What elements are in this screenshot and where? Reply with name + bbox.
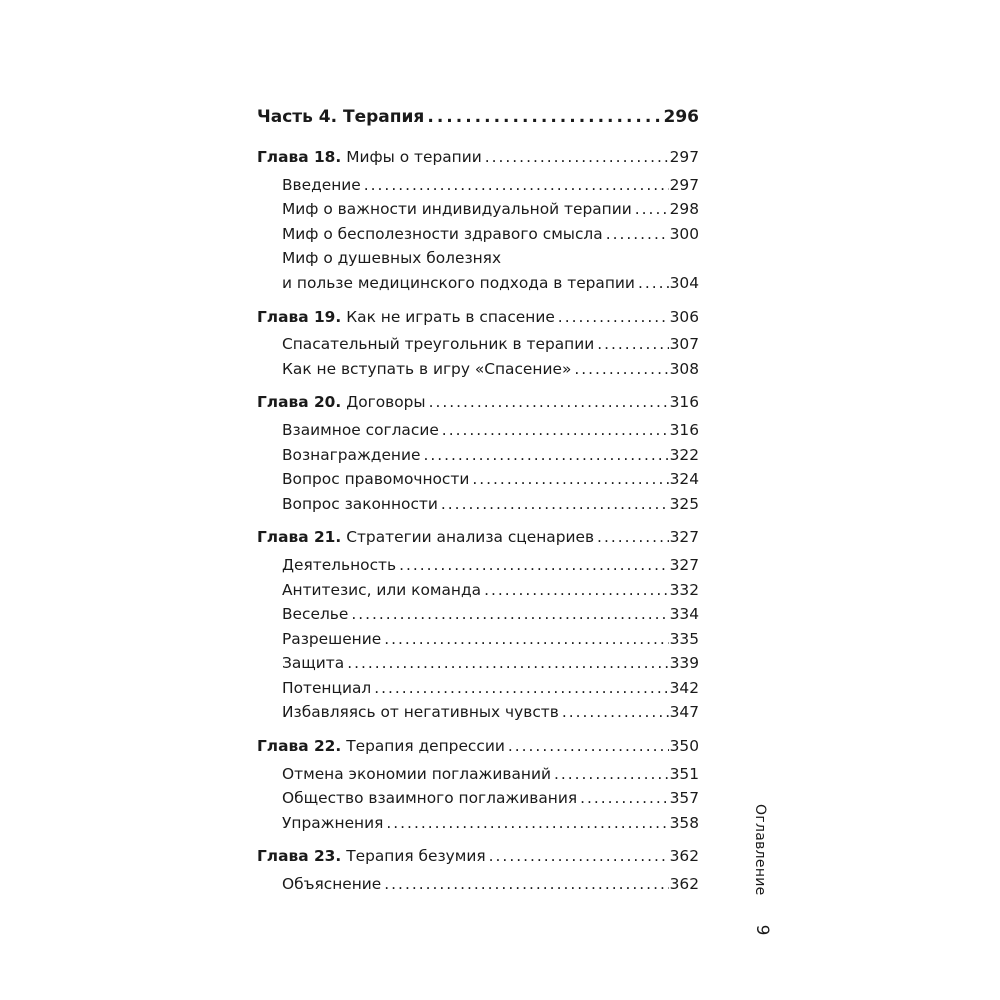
toc-entry: [257, 651, 699, 676]
entry-title-line1: Миф о душевных болезнях: [282, 249, 502, 268]
leader-dots: [574, 357, 668, 382]
entry-title: Миф о важности индивидуальной терапии: [282, 200, 632, 219]
entry-title: Вопрос законности: [282, 494, 438, 513]
leader-dots: [562, 700, 669, 725]
leader-dots: [638, 271, 669, 296]
chapter-group: [257, 525, 699, 725]
entry-page: 307: [669, 335, 699, 354]
entry-page: 358: [669, 813, 699, 832]
entry-page: 351: [669, 764, 699, 783]
chapter-page: 316: [669, 393, 699, 412]
leader-dots: [554, 762, 669, 787]
chapter-page: 306: [669, 307, 699, 326]
chapter-title: Как не играть в спасение: [346, 307, 555, 326]
leader-dots: [351, 602, 668, 627]
leader-dots: [597, 332, 668, 357]
entry-title: Разрешение: [282, 629, 382, 648]
leader-dots: [441, 492, 669, 517]
chapter-page: 362: [669, 847, 699, 866]
entry-title: Упражнения: [282, 813, 384, 832]
entry-page: 335: [669, 629, 699, 648]
leader-dots: [384, 872, 668, 897]
chapter-group: [257, 844, 699, 896]
part-heading: [257, 104, 699, 130]
chapter-page: 327: [669, 528, 699, 547]
chapter-group: [257, 390, 699, 516]
chapter-title: Договоры: [346, 393, 426, 412]
leader-dots: [472, 467, 668, 492]
leader-dots: [384, 627, 668, 652]
entry-title: Веселье: [282, 605, 349, 624]
leader-dots: [374, 676, 668, 701]
toc-entry: [257, 762, 699, 787]
chapter-title: Терапия безумия: [346, 847, 486, 866]
chapter-heading: [257, 305, 699, 330]
chapter-page: 350: [669, 737, 699, 756]
toc-entry: [257, 872, 699, 897]
toc-entry: [257, 197, 699, 222]
leader-dots: [485, 145, 669, 170]
entry-title: и пользе медицинского подхода в терапии: [282, 273, 635, 292]
leader-dots: [580, 786, 669, 811]
toc-entry: [257, 418, 699, 443]
leader-dots: [386, 811, 668, 836]
leader-dots: [597, 525, 669, 550]
entry-page: 304: [669, 273, 699, 292]
page-number: 9: [752, 924, 772, 936]
running-head: Оглавление: [752, 804, 768, 896]
chapter-title: Мифы о терапии: [346, 148, 482, 166]
chapter-page: 297: [669, 148, 699, 166]
table-of-contents: [257, 104, 699, 906]
chapter-heading: [257, 525, 699, 550]
toc-entry: [257, 676, 699, 701]
entry-page: 357: [669, 789, 699, 808]
toc-entry: [257, 786, 699, 811]
entry-page: 298: [669, 200, 699, 219]
entry-page: 339: [669, 654, 699, 673]
leader-dots: [508, 734, 669, 759]
entry-page: 334: [669, 605, 699, 624]
entry-page: 327: [669, 555, 699, 574]
toc-entry: [257, 222, 699, 247]
toc-entry: [257, 578, 699, 603]
chapter-number: Глава 20.: [257, 393, 342, 412]
entry-title: Общество взаимного поглаживания: [282, 789, 578, 808]
leader-dots: [364, 173, 669, 198]
entry-title: Вознаграждение: [282, 445, 421, 464]
leader-dots: [347, 651, 668, 676]
toc-entry: [257, 811, 699, 836]
toc-entry: [257, 467, 699, 492]
entry-title: Объяснение: [282, 875, 382, 894]
part-page: 296: [663, 107, 699, 127]
toc-entry: [257, 173, 699, 198]
entry-title: Введение: [282, 175, 361, 194]
toc-entry: [257, 271, 699, 296]
leader-dots: [635, 197, 669, 222]
leader-dots: [427, 104, 662, 130]
entry-page: 324: [669, 470, 699, 489]
leader-dots: [558, 305, 669, 330]
chapter-number: Глава 21.: [257, 528, 342, 547]
entry-page: 300: [669, 224, 699, 243]
toc-entry: [257, 443, 699, 468]
entry-title: Потенциал: [282, 678, 372, 697]
toc-entry: [257, 492, 699, 517]
leader-dots: [489, 844, 669, 869]
toc-entry: [257, 627, 699, 652]
entry-page: 297: [669, 175, 699, 194]
entry-page: 332: [669, 580, 699, 599]
chapter-title: Стратегии анализа сценариев: [346, 528, 595, 547]
chapter-number: Глава 23.: [257, 847, 342, 866]
entry-title: Как не вступать в игру «Спасение»: [282, 359, 572, 378]
toc-entry: [257, 602, 699, 627]
entry-title: Избавляясь от негативных чувств: [282, 703, 559, 722]
chapter-heading: [257, 844, 699, 869]
leader-dots: [429, 390, 669, 415]
entry-title: Деятельность: [282, 555, 397, 574]
chapter-heading: [257, 145, 699, 170]
leader-dots: [606, 222, 669, 247]
chapter-group: [257, 734, 699, 835]
chapter-number: Глава 19.: [257, 307, 342, 326]
chapter-heading: [257, 390, 699, 415]
chapter-group: [257, 305, 699, 382]
entry-title: Миф о бесполезности здравого смысла: [282, 224, 603, 243]
leader-dots: [484, 578, 669, 603]
entry-page: 308: [669, 359, 699, 378]
entry-title: Вопрос правомочности: [282, 470, 470, 489]
entry-page: 347: [669, 703, 699, 722]
chapter-heading: [257, 734, 699, 759]
leader-dots: [423, 443, 668, 468]
entry-title: Взаимное согласие: [282, 420, 439, 439]
entry-title: Спасательный треугольник в терапии: [282, 335, 595, 354]
entry-title: Антитезис, или команда: [282, 580, 482, 599]
chapter-group: [257, 145, 699, 296]
chapter-number: Глава 22.: [257, 737, 342, 756]
toc-entry: [257, 700, 699, 725]
part-title: Часть 4. Терапия: [257, 107, 425, 127]
entry-page: 316: [669, 420, 699, 439]
chapter-number: Глава 18.: [257, 148, 342, 166]
entry-page: 325: [669, 494, 699, 513]
entry-page: 362: [669, 875, 699, 894]
chapter-title: Терапия депрессии: [346, 737, 505, 756]
leader-dots: [442, 418, 669, 443]
entry-page: 342: [669, 678, 699, 697]
toc-entry: [257, 553, 699, 578]
entry-page: 322: [669, 445, 699, 464]
toc-entry: [257, 332, 699, 357]
toc-entry: [257, 357, 699, 382]
entry-title: Защита: [282, 654, 345, 673]
leader-dots: [399, 553, 669, 578]
entry-title: Отмена экономии поглаживаний: [282, 764, 551, 783]
